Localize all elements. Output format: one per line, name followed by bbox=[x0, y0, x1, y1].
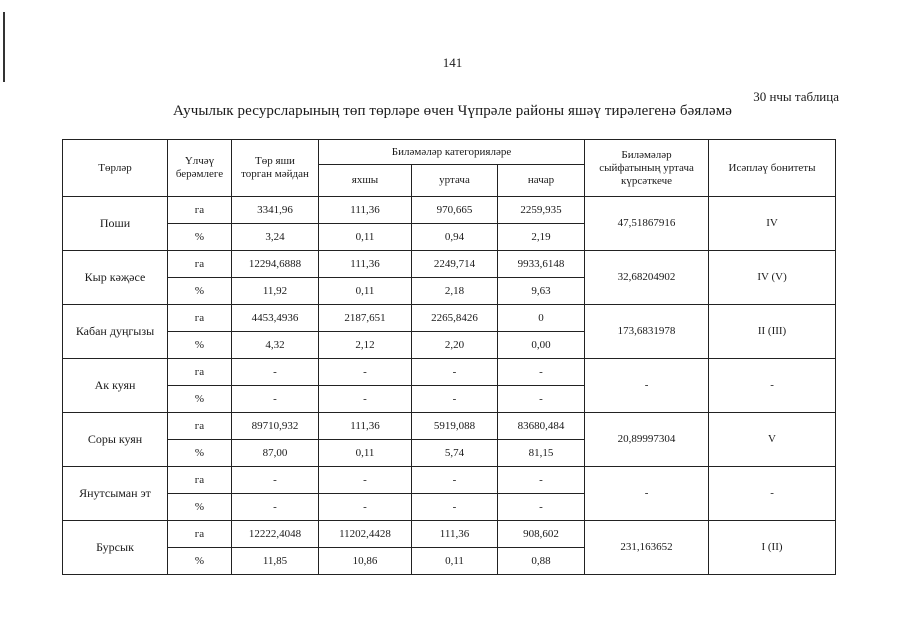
poor-cell: 0 bbox=[498, 305, 585, 332]
poor-cell: 0,88 bbox=[498, 548, 585, 575]
unit-cell: % bbox=[168, 440, 232, 467]
bonitet-cell: - bbox=[709, 359, 836, 413]
bonitet-cell: IV (V) bbox=[709, 251, 836, 305]
species-name: Поши bbox=[63, 197, 168, 251]
habitat-assessment-table bbox=[62, 139, 836, 575]
area-cell: - bbox=[232, 359, 319, 386]
table-row bbox=[63, 413, 836, 440]
quality-cell: - bbox=[585, 467, 709, 521]
quality-cell: 231,163652 bbox=[585, 521, 709, 575]
unit-cell: га bbox=[168, 413, 232, 440]
species-name: Соры куян bbox=[63, 413, 168, 467]
bonitet-cell: I (II) bbox=[709, 521, 836, 575]
medium-cell: 0,94 bbox=[412, 224, 498, 251]
header-quality-line3: күрсәткече bbox=[621, 174, 673, 187]
table-row bbox=[63, 197, 836, 224]
good-cell: 11202,4428 bbox=[319, 521, 412, 548]
header-poor: начар bbox=[498, 165, 585, 197]
unit-cell: га bbox=[168, 197, 232, 224]
header-area-line2: торган мәйдан bbox=[241, 168, 309, 180]
medium-cell: 970,665 bbox=[412, 197, 498, 224]
unit-cell: % bbox=[168, 548, 232, 575]
table-number: 30 нчы таблица bbox=[753, 89, 839, 104]
table-row bbox=[63, 251, 836, 278]
area-cell: 12294,6888 bbox=[232, 251, 319, 278]
page-edge-rule bbox=[3, 12, 5, 82]
poor-cell: 0,00 bbox=[498, 332, 585, 359]
header-categories: Биләмәләр категорияләре bbox=[319, 140, 585, 165]
medium-cell: 111,36 bbox=[412, 521, 498, 548]
good-cell: - bbox=[319, 494, 412, 521]
unit-cell: га bbox=[168, 305, 232, 332]
bonitet-cell: II (III) bbox=[709, 305, 836, 359]
area-cell: 3,24 bbox=[232, 224, 319, 251]
good-cell: 111,36 bbox=[319, 251, 412, 278]
unit-cell: га bbox=[168, 251, 232, 278]
poor-cell: - bbox=[498, 359, 585, 386]
species-name: Янутсыман эт bbox=[63, 467, 168, 521]
medium-cell: 5,74 bbox=[412, 440, 498, 467]
good-cell: 0,11 bbox=[319, 278, 412, 305]
header-medium: уртача bbox=[412, 165, 498, 197]
good-cell: - bbox=[319, 386, 412, 413]
good-cell: 2187,651 bbox=[319, 305, 412, 332]
area-cell: 11,92 bbox=[232, 278, 319, 305]
species-name: Ак куян bbox=[63, 359, 168, 413]
table-row bbox=[63, 467, 836, 494]
poor-cell: 81,15 bbox=[498, 440, 585, 467]
species-name: Бурсык bbox=[63, 521, 168, 575]
bonitet-cell: IV bbox=[709, 197, 836, 251]
medium-cell: 0,11 bbox=[412, 548, 498, 575]
header-unit-line1: Үлчәү bbox=[184, 155, 215, 167]
poor-cell: 908,602 bbox=[498, 521, 585, 548]
header-area-line1: Төр яши bbox=[255, 155, 295, 167]
quality-cell: 20,89997304 bbox=[585, 413, 709, 467]
table-title: Аучылык ресурсларының төп төрләре өчен Чүпрәле районы яшәү тирәлегенә бәяләмә bbox=[172, 103, 733, 119]
area-cell: 3341,96 bbox=[232, 197, 319, 224]
area-cell: - bbox=[232, 494, 319, 521]
area-cell: 87,00 bbox=[232, 440, 319, 467]
poor-cell: 9933,6148 bbox=[498, 251, 585, 278]
good-cell: 111,36 bbox=[319, 413, 412, 440]
good-cell: 2,12 bbox=[319, 332, 412, 359]
bonitet-cell: - bbox=[709, 467, 836, 521]
poor-cell: - bbox=[498, 386, 585, 413]
unit-cell: га bbox=[168, 359, 232, 386]
poor-cell: 9,63 bbox=[498, 278, 585, 305]
area-cell: - bbox=[232, 386, 319, 413]
medium-cell: 5919,088 bbox=[412, 413, 498, 440]
good-cell: - bbox=[319, 467, 412, 494]
unit-cell: % bbox=[168, 224, 232, 251]
good-cell: 0,11 bbox=[319, 224, 412, 251]
species-name: Кабан дуңгызы bbox=[63, 305, 168, 359]
unit-cell: % bbox=[168, 494, 232, 521]
good-cell: 0,11 bbox=[319, 440, 412, 467]
unit-cell: га bbox=[168, 467, 232, 494]
table-row bbox=[63, 359, 836, 386]
area-cell: 89710,932 bbox=[232, 413, 319, 440]
species-name: Кыр кәҗәсе bbox=[63, 251, 168, 305]
poor-cell: 2259,935 bbox=[498, 197, 585, 224]
medium-cell: 2,20 bbox=[412, 332, 498, 359]
header-types: Төрләр bbox=[63, 140, 168, 197]
table-row bbox=[63, 305, 836, 332]
header-unit-line2: берәмлеге bbox=[175, 168, 224, 180]
medium-cell: - bbox=[412, 494, 498, 521]
area-cell: 4,32 bbox=[232, 332, 319, 359]
medium-cell: 2249,714 bbox=[412, 251, 498, 278]
unit-cell: % bbox=[168, 386, 232, 413]
unit-cell: % bbox=[168, 278, 232, 305]
header-quality bbox=[585, 140, 709, 197]
good-cell: 111,36 bbox=[319, 197, 412, 224]
unit-cell: га bbox=[168, 521, 232, 548]
medium-cell: - bbox=[412, 467, 498, 494]
header-quality-line1: Биләмәләр bbox=[621, 148, 672, 161]
quality-cell: - bbox=[585, 359, 709, 413]
quality-cell: 47,51867916 bbox=[585, 197, 709, 251]
unit-cell: % bbox=[168, 332, 232, 359]
poor-cell: 83680,484 bbox=[498, 413, 585, 440]
header-quality-line2: сыйфатының уртача bbox=[599, 161, 694, 174]
area-cell: - bbox=[232, 467, 319, 494]
header-good: яхшы bbox=[319, 165, 412, 197]
good-cell: 10,86 bbox=[319, 548, 412, 575]
area-cell: 12222,4048 bbox=[232, 521, 319, 548]
header-bonitet: Исәпләү бонитеты bbox=[709, 140, 836, 197]
poor-cell: - bbox=[498, 494, 585, 521]
table-row bbox=[63, 521, 836, 548]
header-unit bbox=[168, 140, 232, 197]
quality-cell: 173,6831978 bbox=[585, 305, 709, 359]
bonitet-cell: V bbox=[709, 413, 836, 467]
poor-cell: - bbox=[498, 467, 585, 494]
medium-cell: 2,18 bbox=[412, 278, 498, 305]
medium-cell: - bbox=[412, 386, 498, 413]
medium-cell: 2265,8426 bbox=[412, 305, 498, 332]
good-cell: - bbox=[319, 359, 412, 386]
page-number: 141 bbox=[442, 55, 463, 70]
area-cell: 11,85 bbox=[232, 548, 319, 575]
poor-cell: 2,19 bbox=[498, 224, 585, 251]
area-cell: 4453,4936 bbox=[232, 305, 319, 332]
medium-cell: - bbox=[412, 359, 498, 386]
header-area bbox=[232, 140, 319, 197]
quality-cell: 32,68204902 bbox=[585, 251, 709, 305]
